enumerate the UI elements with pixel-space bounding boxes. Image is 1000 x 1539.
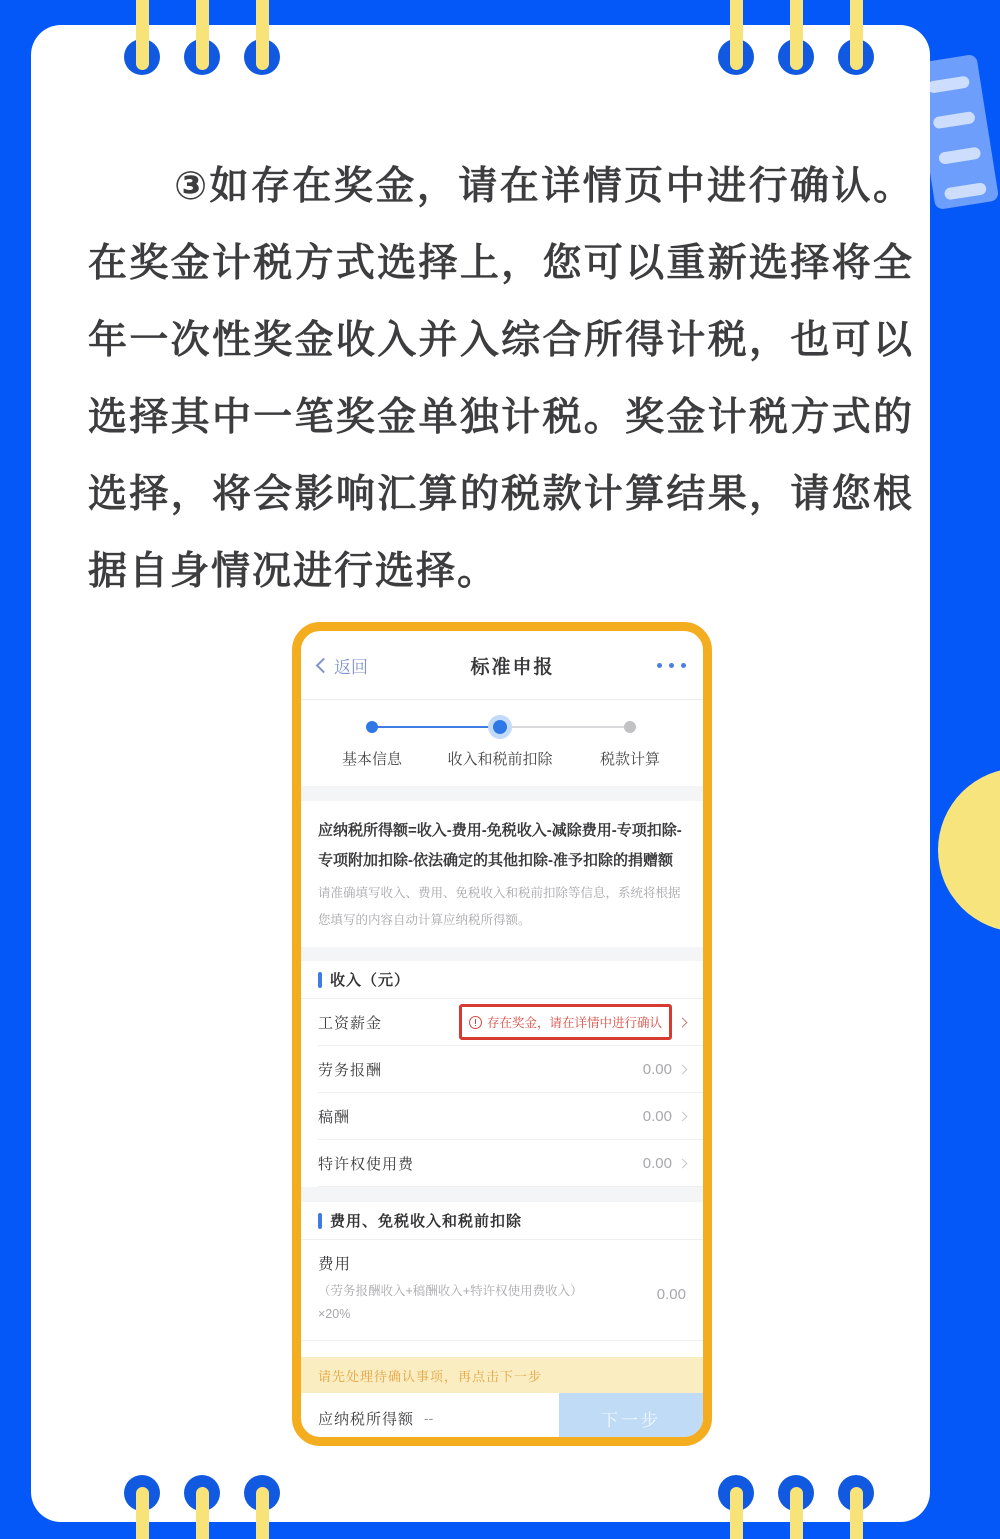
row-fee[interactable]	[301, 1240, 703, 1341]
binder-strip-icon	[256, 1487, 269, 1539]
chevron-right-icon	[678, 1111, 688, 1121]
binder-strip-icon	[136, 1487, 149, 1539]
row-value: 0.00	[642, 1154, 672, 1172]
chevron-left-icon	[316, 657, 332, 673]
row-manuscript[interactable]	[318, 1093, 703, 1140]
section-marker-icon	[318, 1213, 322, 1229]
bottom-action-bar	[301, 1393, 703, 1444]
income-section-header	[301, 961, 703, 999]
note-line-icon	[944, 182, 987, 200]
section-separator	[301, 947, 703, 961]
bonus-notice-box[interactable]	[459, 1004, 672, 1040]
step-dot-current-icon[interactable]	[493, 720, 507, 734]
binder-strip-icon	[790, 0, 803, 70]
back-label: 返回	[334, 657, 368, 677]
progress-stepper	[301, 700, 703, 786]
note-line-icon	[932, 111, 975, 129]
row-label: 稿酬	[318, 1108, 351, 1126]
binder-strip-icon	[136, 0, 149, 70]
app-nav-bar	[301, 631, 703, 700]
app-screenshot-frame	[292, 622, 712, 1446]
chevron-right-icon	[678, 1064, 688, 1074]
binder-strip-icon	[256, 0, 269, 70]
taxable-amount-value: --	[424, 1410, 434, 1426]
binder-strip-icon	[790, 1487, 803, 1539]
note-line-icon	[938, 146, 981, 164]
formula-hint-text: 请准确填写收入、费用、免税收入和税前扣除等信息，系统将根据您填写的内容自动计算应纳税所得额。	[318, 886, 681, 927]
section-separator	[301, 1187, 703, 1202]
spacer	[301, 1341, 703, 1357]
page-title: 标准申报	[470, 656, 555, 678]
binder-strip-icon	[730, 1487, 743, 1539]
dot-icon	[669, 663, 674, 668]
section-marker-icon	[318, 972, 322, 988]
deduction-section-header	[301, 1202, 703, 1240]
formula-block	[301, 801, 703, 947]
step-dot-todo-icon[interactable]	[624, 721, 636, 733]
row-label: 特许权使用费	[318, 1155, 415, 1173]
fee-label: 费用	[318, 1256, 352, 1273]
taxable-amount-label: 应纳税所得额	[318, 1410, 415, 1428]
row-value: 0.00	[642, 1107, 672, 1125]
row-royalty[interactable]	[318, 1140, 703, 1187]
binder-strip-icon	[196, 1487, 209, 1539]
step-dot-done-icon[interactable]	[366, 721, 378, 733]
warning-icon	[469, 1016, 482, 1029]
row-value: 0.00	[642, 1060, 672, 1078]
bonus-notice-text: 存在奖金，请在详情中进行确认	[486, 1016, 662, 1030]
fee-formula-text: （劳务报酬收入+稿酬收入+特许权使用费收入） ×20%	[318, 1284, 583, 1321]
stepper-line-done	[372, 726, 500, 728]
formula-text: 应纳税所得额=收入-费用-免税收入-减除费用-专项扣除-专项附加扣除-依法确定的其他扣除-准予扣除的捐赠额	[318, 822, 682, 869]
section-separator	[301, 786, 703, 801]
row-label: 工资薪金	[318, 1014, 383, 1032]
step-label-basic-info[interactable]: 基本信息	[341, 751, 403, 768]
more-menu-button[interactable]	[657, 663, 686, 668]
back-button[interactable]	[318, 653, 368, 678]
deduction-section-title: 费用、免税收入和税前扣除	[330, 1213, 523, 1230]
dot-icon	[681, 663, 686, 668]
binder-strip-icon	[730, 0, 743, 70]
binder-strip-icon	[850, 0, 863, 70]
row-labor[interactable]	[318, 1046, 703, 1093]
chevron-right-icon	[678, 1017, 688, 1027]
note-line-icon	[927, 75, 970, 93]
chevron-right-icon	[678, 1158, 688, 1168]
stepper-line-todo	[500, 726, 630, 728]
intro-paragraph: ③如存在奖金，请在详情页中进行确认。在奖金计税方式选择上，您可以重新选择将全年一次性奖金收入并入综合所得计税，也可以选择其中一笔奖金单独计税。奖金计税方式的选择，将会影响汇算的税款计算结果，请您根据自身情况进行选择。	[88, 165, 914, 593]
dot-icon	[657, 663, 662, 668]
sun-circle-icon	[938, 768, 1000, 932]
warning-banner: 请先处理待确认事项，再点击下一步	[301, 1357, 703, 1393]
row-salary[interactable]	[318, 999, 703, 1046]
income-section-title: 收入（元）	[330, 972, 411, 989]
step-label-tax-calc[interactable]: 税款计算	[599, 751, 661, 768]
binder-strip-icon	[850, 1487, 863, 1539]
taxable-amount-summary	[301, 1393, 559, 1444]
step-label-income-deduction[interactable]: 收入和税前扣除	[447, 751, 553, 768]
next-step-button[interactable]: 下一步	[559, 1393, 703, 1444]
fee-value: 0.00	[656, 1286, 686, 1303]
binder-strip-icon	[196, 0, 209, 70]
row-label: 劳务报酬	[318, 1061, 383, 1079]
